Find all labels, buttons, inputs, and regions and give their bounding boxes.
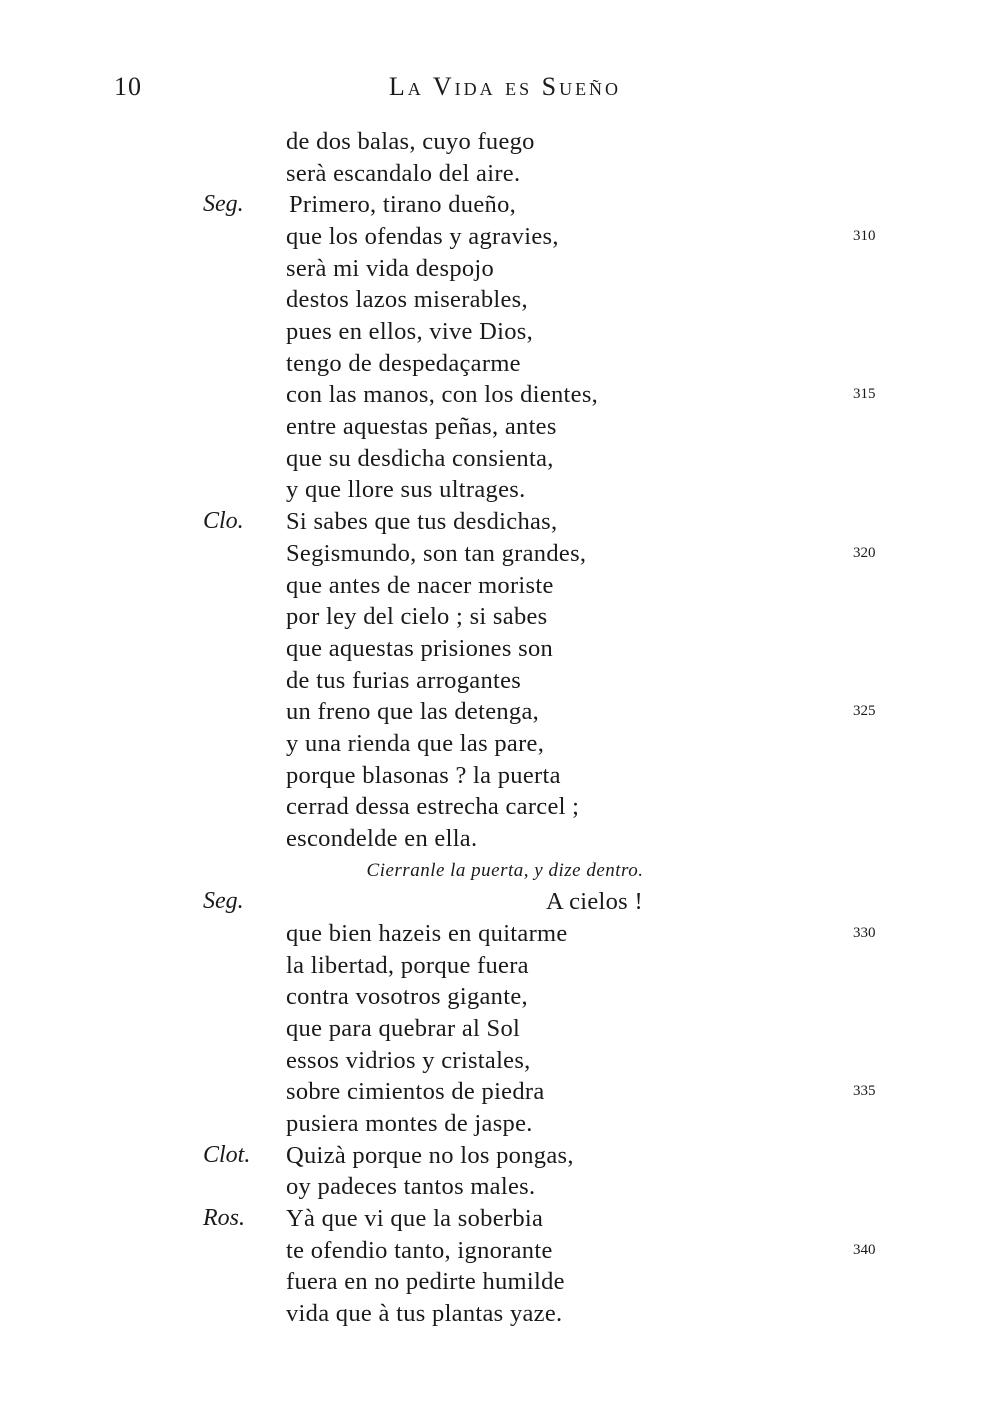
line-number: 320: [853, 544, 876, 561]
verse-text-line: porque blasonas ? la puerta: [286, 761, 561, 789]
verse-text-line: vida que à tus plantas yaze.: [286, 1300, 563, 1328]
verse-line: [0, 443, 1000, 474]
verse-text-line: por ley del cielo ; si sabes: [286, 603, 548, 631]
speaker-label: Seg.: [203, 888, 244, 915]
verse-line: [0, 1203, 1000, 1234]
verse-line: [0, 1140, 1000, 1171]
verse-line: [0, 633, 1000, 664]
verse-text-line: tengo de despedaçarme: [286, 349, 521, 377]
line-number: 330: [853, 925, 876, 941]
verse-line: [0, 1266, 1000, 1297]
verse-text-line: pues en ellos, vive Dios,: [286, 318, 534, 346]
line-number: 325: [853, 703, 876, 720]
verse-text-line: pusiera montes de jaspe.: [286, 1110, 533, 1138]
verse-text-line: te ofendio tanto, ignorante: [286, 1236, 553, 1264]
verse-line: [0, 221, 1000, 252]
verse-line: [0, 474, 1000, 505]
line-number: 335: [853, 1083, 876, 1100]
verse-line: [0, 981, 1000, 1012]
verse-line: [0, 950, 1000, 981]
verse-line: [0, 126, 1000, 157]
verse-line: [0, 1298, 1000, 1329]
verse-line: [0, 760, 1000, 791]
verse-text-line: con las manos, con los dientes,: [286, 381, 599, 409]
verse-line: [0, 665, 1000, 696]
line-number: 340: [853, 1241, 876, 1258]
speaker-label: Clo.: [203, 508, 244, 535]
speaker-label: Clot.: [203, 1141, 251, 1168]
verse-line: [0, 253, 1000, 284]
verse-line: [0, 1235, 1000, 1266]
verse-text-line: y que llore sus ultrages.: [286, 476, 526, 504]
verse-text-line: de tus furias arrogantes: [286, 666, 522, 694]
verse-line: [0, 1076, 1000, 1107]
verse-text-line: serà mi vida despojo: [286, 254, 495, 282]
verse-line: [0, 538, 1000, 569]
speaker-label: Seg.: [203, 191, 244, 218]
verse-text-line: un freno que las detenga,: [286, 698, 540, 726]
verse-line: [0, 696, 1000, 727]
verse-line: [0, 316, 1000, 347]
verse-text-line: de dos balas, cuyo fuego: [286, 128, 535, 155]
verse-line: [0, 823, 1000, 854]
verse-line: [0, 411, 1000, 442]
verse-text-line: que su desdicha consienta,: [286, 444, 554, 472]
verse-line: [0, 1045, 1000, 1076]
verse-text-line: que para quebrar al Sol: [286, 1015, 521, 1043]
verse-line: [0, 506, 1000, 537]
stage-direction: [0, 855, 1000, 886]
verse-line: [0, 189, 1000, 220]
verse-text-line: cerrad dessa estrecha carcel ;: [286, 793, 580, 821]
verse-line: [0, 1108, 1000, 1139]
verse-line: [0, 284, 1000, 315]
verse-line: [0, 601, 1000, 632]
verse-text-line: Quizà porque no los pongas,: [286, 1141, 574, 1169]
verse-text-line: escondelde en ella.: [286, 824, 478, 852]
line-number: 310: [853, 228, 876, 245]
running-title: La Vida es Sueño: [388, 72, 622, 101]
verse-text-line: A cielos !: [546, 888, 643, 916]
page-number: 10: [114, 72, 142, 101]
line-number: 315: [853, 386, 876, 403]
verse-text-line: oy padeces tantos males.: [286, 1173, 536, 1201]
verse-line: [0, 348, 1000, 379]
verse-text-line: Yà que vi que la soberbia: [286, 1205, 544, 1233]
verse-text-line: que bien hazeis en quitarme: [286, 920, 568, 947]
verse-line: [0, 1013, 1000, 1044]
verse-text-line: que antes de nacer moriste: [286, 571, 554, 599]
verse-line: [0, 886, 1000, 917]
verse-line: [0, 379, 1000, 410]
verse-text-line: sobre cimientos de piedra: [286, 1078, 545, 1106]
stage-direction-text: Cierranle la puerta, y dize dentro.: [366, 859, 644, 881]
verse-line: [0, 158, 1000, 189]
verse-text-line: destos lazos miserables,: [286, 286, 528, 314]
verse-text-line: serà escandalo del aire.: [286, 159, 521, 187]
verse-text-line: que los ofendas y agravies,: [286, 223, 559, 251]
verse-line: [0, 791, 1000, 822]
verse-line: [0, 1171, 1000, 1202]
verse-line: [0, 570, 1000, 601]
verse-text-line: la libertad, porque fuera: [286, 951, 529, 979]
speaker-label: Ros.: [203, 1205, 245, 1232]
verse-text-line: Si sabes que tus desdichas,: [286, 508, 558, 536]
verse-line: [0, 728, 1000, 759]
verse-text-line: Segismundo, son tan grandes,: [286, 539, 587, 567]
verse-text-line: entre aquestas peñas, antes: [286, 413, 557, 441]
verse-line: [0, 918, 1000, 949]
verse-text-line: contra vosotros gigante,: [286, 983, 528, 1011]
verse-text-line: essos vidrios y cristales,: [286, 1046, 531, 1074]
verse-text-line: Primero, tirano dueño,: [289, 191, 517, 219]
verse-text-line: que aquestas prisiones son: [286, 634, 554, 662]
verse-text-line: fuera en no pedirte humilde: [286, 1268, 565, 1296]
verse-text-line: y una rienda que las pare,: [286, 729, 545, 757]
